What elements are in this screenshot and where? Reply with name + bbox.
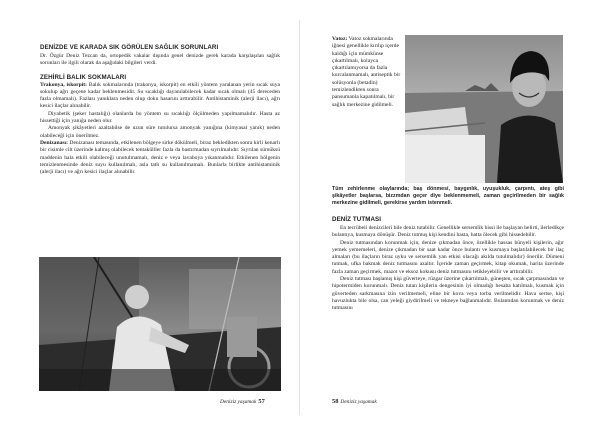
vatoz-paragraph bbox=[332, 36, 402, 109]
left-text-block bbox=[40, 44, 280, 176]
left-footer-label: Deniziz yaşamak bbox=[220, 399, 257, 405]
right-folio bbox=[332, 398, 377, 405]
vatoz-column bbox=[332, 36, 402, 109]
vatoz-text: Vatoz sokmalarında iğnesi genellikle kırılıp içerde kaldığı için mümkünse çıkartılmalı, kolayca çıkartılamıyorsa da fazla kurcalanmamalı, antiseptik bir solüsyonla (betadin) temizlendikten sonra pansumanla kapatılmalı, bir sağlık merkezine gidilmeli. bbox=[332, 36, 401, 108]
left-page-number: 57 bbox=[258, 398, 265, 405]
intro-paragraph: Dr. Özgür Deniz Tezcan da, ortopedik vakalar dışında genel denizde gerek karada karşılaşılan sağlık sorunları ile ilgili olarak da aşağıdaki bilgileri verdi. bbox=[40, 53, 280, 67]
right-page bbox=[300, 0, 600, 427]
deniz-tutmasi-para3: Deniz tutması başlamış kişi güverteye, rüzgar üzerine çıkartılmalı, güneşten, sıcak çarpmasından ve hipotermiden korunmalı. Deniz tutan kişilerin dengesinin iyi olmadığı hesaba katılmalı, kusmak için güverteden sarkmasına izin verilmemeli, eline bir kova veya torba verilmelidir. Hava sertse, kişi havuzlukta bile olsa, can yeleği giydirilmeli ve tekneye bağlanmalıdır. Bulantıdan korunmak ve deniz tutmasını bbox=[332, 276, 564, 312]
article-title: DENİZDE VE KARADA SIK GÖRÜLEN SAĞLIK SORUNLARI bbox=[40, 44, 219, 51]
photo-woman-in-beanie bbox=[405, 35, 563, 183]
trakonya-paragraph bbox=[40, 82, 280, 111]
right-footer-label: Deniziz yaşamak bbox=[340, 399, 377, 405]
right-page-number: 58 bbox=[332, 398, 339, 405]
ammonia-paragraph: Amonyak şikâyetleri azaltabilse de uzun süre tutulursa amonyak yanığına (kimyasal yanık) neden olabileceği için önerilmez. bbox=[40, 125, 280, 139]
photo-sailor-at-helm bbox=[39, 257, 281, 391]
denizanasi-paragraph bbox=[40, 140, 280, 176]
warning-paragraph: Tüm zehirlenme olaylarında; baş dönmesi, baygınlık, uyuşukluk, çarpıntı, ateş gibi şikâyetler başlarsa, bizzmdan geçer diye beklenmemeli, zaman geçirilmeden bir sağlık merkezine gidilmeli, gerekirse yardım istenmeli. bbox=[332, 186, 564, 206]
vatoz-label: Vatoz: bbox=[332, 36, 348, 42]
right-photo bbox=[405, 35, 563, 183]
section-title-zehirli: ZEHİRLİ BALIK SOKMALARI bbox=[40, 73, 127, 81]
denizanasi-label: Denizanası: bbox=[40, 139, 68, 146]
left-folio bbox=[220, 398, 267, 405]
denizanasi-text: Denizanası temasında, etkilenen bölgeye sirke dökülmeli, biraz bekledikten sonra kirli kenarlı bir cisimle cilt üzerinde kalmış olabilecek tentakülller fazla da bastırmadan sıyrılmalıdır. Sıyrılan sümüksü maddenin hala etkili olabileceği unutulmamalı, deniz e veya lavaboya yıkanmalıdır. Etkilenen bölgenin temizlenmesinde deniz suyu kullanılmalı, asla tatlı su kullanılmamalı. Bunlarla birlikte antihistaminik (alerji ilacı) ve ağrı kesici ilaçlar alınabilir. bbox=[40, 139, 280, 176]
trakonya-label: Trakonya, iskorpit: bbox=[40, 81, 87, 88]
right-text-block bbox=[332, 186, 564, 313]
deniz-tutmasi-para1: En tecrübeli denizcileri bile deniz tutabilir. Genellikle sersemlik hissi ile başlayan belirti, ilerledikçe bulantıya, kusmaya dönüşür. Deniz tutmuş kişi kendini hasta, hatta ölecek gibi hissedebilir. bbox=[332, 225, 564, 239]
section-title-deniz-tutmasi: DENİZ TUTMASI bbox=[332, 216, 382, 223]
trakonya-text: Balık sokmalarında (trakonya, iskorpit) en etkili yöntem yaralanan yerin sıcak suya sokulup ağrı geçene kadar beklenmesidir. Su sıcaklığı dayanılabilecek kadar sıcak olmalı (45 dereceden fazla olmamalı). Fazlası yanıklara neden olup doku hasarını arttırabilir. Antihistaminik (alerji ilacı), ağrı kesici ilaçlar alınabilir. bbox=[40, 81, 280, 110]
deniz-tutmasi-para2: Deniz tutmasından korunmak için, denize çıkmadan önce, özellikle hassas bünyeli kişilerin, ağır yemek yememeleri, denize çıkmadan bir saat kadar önce bulantı ve kusmaya başlatılabilecek bir ilaç almaları (bu ilaçların biraz uyku ve sersemlik yan etkisi olacağı akılda tutulmalıdır) önerilir. Dümeni tutmak, ufka bakmak deniz tutmasını azaltır. İçeride zaman geçirmek, kitap okumak, harita üzerinde fazla zaman geçirmek, mazot ve eksoz kokusu deniz tutmasını tetikleyebilir ve arttırabilir. bbox=[332, 239, 564, 275]
left-photo bbox=[39, 257, 281, 391]
diabetes-paragraph: Diyabetik (şeker hastalığı) olanlarda bu yöntem su sıcaklığı ölçülmeden yapılmamalıdır. Hasta az hissettiği için yanığa neden olur. bbox=[40, 110, 280, 125]
